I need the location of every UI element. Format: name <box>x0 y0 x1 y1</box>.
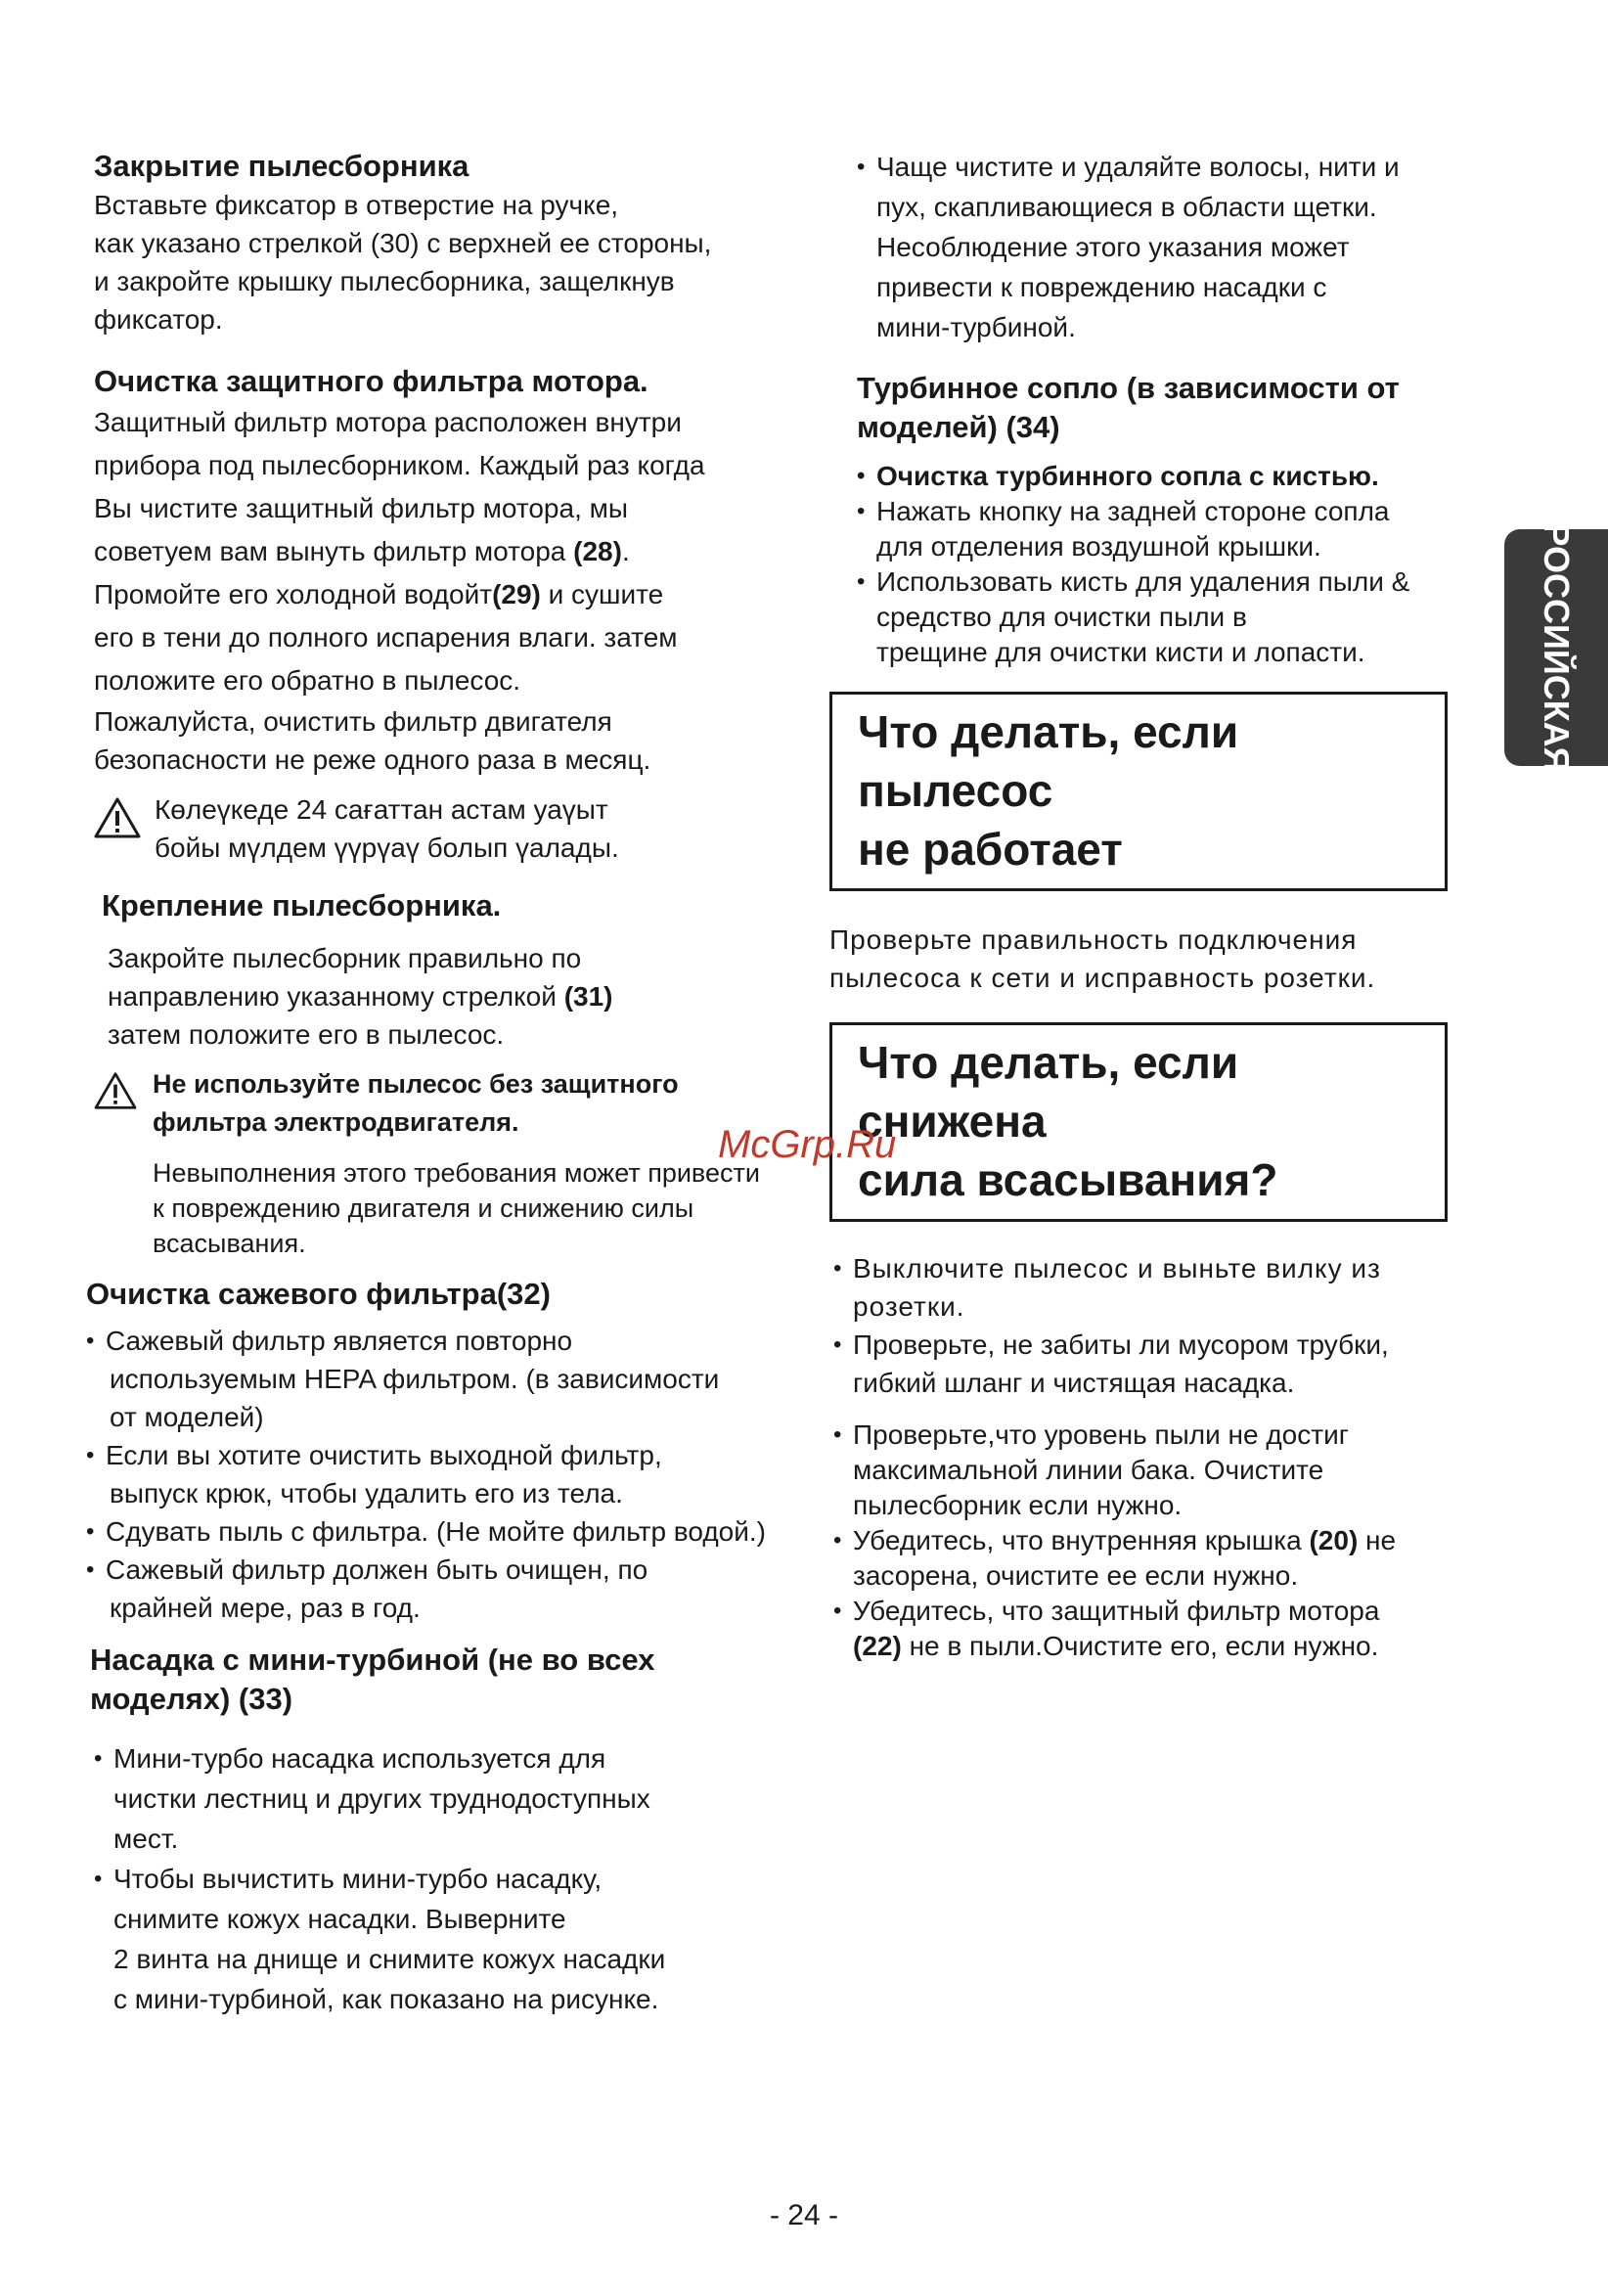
box-line: Что делать, если пылесос <box>858 706 1239 816</box>
text-line: и закройте крышку пылесборника, защелкнув <box>94 266 675 296</box>
text-line: Очистка турбинного сопла с кистью. <box>876 461 1379 491</box>
text-line: Проверьте, не забиты ли мусором трубки, <box>853 1329 1389 1360</box>
list-item: • Мини-турбо насадка используется для чистки лестниц и других труднодоступных мест. <box>94 1738 818 1859</box>
text-span: советуем вам вынуть фильтр мотора <box>94 536 574 566</box>
list-item: • Чаще чистите и удаляйте волосы, нити и пух, скапливающиеся в области щетки. Несоблюдение этого указания может привести к повреждению насадки с мини-турбиной. <box>857 147 1485 347</box>
left-column <box>86 147 818 2019</box>
list-item: • Проверьте, не забиты ли мусором трубки, гибкий шланг и чистящая насадка. <box>833 1326 1485 1402</box>
section-mini-turbo <box>90 1641 818 2019</box>
warning-text: фильтра электродвигателя. <box>153 1107 519 1137</box>
low-suction-list <box>833 1249 1485 1664</box>
text-line: 2 винта на днище и снимите кожух насадки <box>113 1944 666 1974</box>
text-line <box>853 1629 1485 1664</box>
text-line <box>108 977 818 1015</box>
box-line: Что делать, если снижена <box>858 1037 1239 1147</box>
list-item: • Выключите пылесос и выньте вилку из розетки. <box>833 1249 1485 1326</box>
figure-ref: (22) <box>853 1631 902 1661</box>
page-number: - 24 - <box>769 2199 839 2231</box>
text-line: выпуск крюк, чтобы удалить его из тела. <box>110 1478 623 1508</box>
text-span: направлению указанному стрелкой <box>108 981 564 1012</box>
text-line: чистки лестниц и других труднодоступных <box>113 1783 650 1814</box>
figure-ref: (29) <box>492 579 541 609</box>
text-line: Мини-турбо насадка используется для <box>113 1743 606 1774</box>
text-line: Закройте пылесборник правильно по <box>108 943 582 973</box>
warning-text: Көлеүкеде 24 сағаттан астам уаүыт <box>155 794 608 825</box>
text-line: как указано стрелкой (30) с верхней ее стороны, <box>94 228 712 258</box>
text-line: Выключите пылесос и выньте вилку из <box>853 1253 1381 1283</box>
list-item: • Сажевый фильтр должен быть очищен, по крайней мере, раз в год. <box>86 1551 818 1627</box>
text-line: прибора под пылесборником. Каждый раз когда <box>94 450 705 480</box>
text-line: Несоблюдение этого указания может <box>876 232 1350 262</box>
paragraph-check-connection <box>829 921 1485 997</box>
heading-mini-turbo: моделях) (33) <box>90 1682 293 1716</box>
heading-turbo-nozzle: моделей) (34) <box>857 410 1060 444</box>
text-span: и сушите <box>540 579 664 609</box>
text-line: пылесоса к сети и исправность розетки. <box>829 963 1376 993</box>
text-line: снимите кожух насадки. Выверните <box>113 1904 566 1934</box>
text-line: максимальной линии бака. Очистите <box>853 1455 1324 1485</box>
box-line: не работает <box>858 824 1123 875</box>
text-line: пух, скапливающиеся в области щетки. <box>876 192 1377 222</box>
text-span: не <box>1358 1525 1397 1555</box>
text-line: пылесборник если нужно. <box>853 1490 1183 1520</box>
figure-ref: (20) <box>1309 1525 1359 1555</box>
list-item: • Чтобы вычистить мини-турбо насадку, снимите кожух насадки. Выверните 2 винта на днище и снимите кожух насадки с мини-турбиной, как показано на рисунке. <box>94 1859 818 2019</box>
heading-dustbin-mount: Крепление пылесборника. <box>102 888 502 923</box>
text-line: затем положите его в пылесос. <box>108 1019 505 1050</box>
list-item: • Убедитесь, что защитный фильтр мотора (22) не в пыли.Очистите его, если нужно. <box>833 1594 1485 1664</box>
text-line: положите его обратно в пылесос. <box>94 665 521 696</box>
heading-closing-dustbin: Закрытие пылесборника <box>94 149 469 183</box>
figure-ref: (28) <box>573 536 622 566</box>
text-line: Пожалуйста, очистить фильтр двигателя <box>94 706 612 737</box>
warning-icon <box>94 796 141 839</box>
text-line: мест. <box>113 1823 179 1854</box>
warning-text: бойы мүлдем үүрүаү болып үалады. <box>155 833 619 863</box>
text-line: трещине для очистки кисти и лопасти. <box>876 637 1365 667</box>
text-line: Вставьте фиксатор в отверстие на ручке, <box>94 190 619 220</box>
text-line: фиксатор. <box>94 304 223 335</box>
section-turbo-nozzle <box>857 369 1485 670</box>
text-line: Сажевый фильтр является повторно <box>106 1326 573 1356</box>
text-line: гибкий шланг и чистящая насадка. <box>853 1368 1295 1398</box>
language-side-tab <box>1504 522 1608 773</box>
warning-icon <box>94 1071 137 1110</box>
text-line: средство для очистки пыли в <box>876 602 1247 632</box>
heading-turbo-nozzle: Турбинное сопло (в зависимости от <box>857 371 1400 405</box>
text-line: Убедитесь, что защитный фильтр мотора <box>853 1596 1380 1626</box>
box-line: сила всасывания? <box>858 1154 1278 1205</box>
list-item: • Сажевый фильтр является повторно используемым HEPA фильтром. (в зависимости от моделей) <box>86 1322 818 1436</box>
section-closing-dustbin <box>94 147 818 338</box>
heading-box-not-working <box>829 692 1448 891</box>
text-line: с мини-турбиной, как показано на рисунке. <box>113 1984 659 2014</box>
text-line: для отделения воздушной крышки. <box>876 531 1321 562</box>
text-span: Убедитесь, что внутренняя крышка <box>853 1525 1310 1555</box>
heading-motor-filter: Очистка защитного фильтра мотора. <box>94 364 648 398</box>
list-item: • Убедитесь, что внутренняя крышка (20) не засорена, очистите ее если нужно. <box>833 1523 1485 1594</box>
right-column <box>829 147 1485 1664</box>
text-line: розетки. <box>853 1291 965 1322</box>
text-line: его в тени до полного испарения влаги. затем <box>94 622 678 653</box>
text-span: Промойте его холодной водойт <box>94 579 493 609</box>
text-line: Проверьте правильность подключения <box>829 924 1358 955</box>
note-line: к повреждению двигателя и снижению силы <box>153 1193 694 1223</box>
text-line <box>94 530 818 573</box>
heading-soot-filter: Очистка сажевого фильтра(32) <box>86 1277 551 1311</box>
warning-block <box>94 790 818 867</box>
text-line: привести к повреждению насадки с <box>876 272 1327 302</box>
text-line: Нажать кнопку на задней стороне сопла <box>876 496 1390 526</box>
text-line: безопасности не реже одного раза в месяц. <box>94 744 651 775</box>
list-item: • Нажать кнопку на задней стороне сопла для отделения воздушной крышки. <box>857 494 1485 564</box>
text-line: засорена, очистите ее если нужно. <box>853 1560 1299 1591</box>
section-dustbin-mount <box>94 886 818 1261</box>
note-line: всасывания. <box>153 1229 306 1258</box>
text-line: крайней мере, раз в год. <box>110 1593 421 1623</box>
text-line: мини-турбиной. <box>876 312 1076 342</box>
text-span: . <box>621 536 630 566</box>
list-item: • Использовать кисть для удаления пыли & средство для очистки пыли в трещине для очистки кисти и лопасти. <box>857 564 1485 670</box>
heading-box-low-suction <box>829 1022 1448 1222</box>
text-line: от моделей) <box>110 1402 264 1432</box>
text-line: Чтобы вычистить мини-турбо насадку, <box>113 1864 603 1894</box>
note-line: Невыполнения этого требования может привести <box>153 1158 760 1188</box>
text-line <box>853 1523 1485 1558</box>
text-line: Проверьте,что уровень пыли не достиг <box>853 1419 1349 1450</box>
text-line: Чаще чистите и удаляйте волосы, нити и <box>876 152 1400 182</box>
text-line <box>94 573 818 616</box>
text-line: Защитный фильтр мотора расположен внутри <box>94 407 682 437</box>
watermark: McGrp.Ru <box>718 1123 897 1166</box>
warning-text: Не используйте пылесос без защитного <box>153 1069 679 1099</box>
text-line: используемым HEPA фильтром. (в зависимости <box>110 1364 720 1394</box>
text-line: Вы чистите защитный фильтр мотора, мы <box>94 493 629 523</box>
figure-ref: (31) <box>563 981 613 1012</box>
list-item: • Проверьте,что уровень пыли не достиг максимальной линии бака. Очистите пылесборник если нужно. <box>833 1418 1485 1523</box>
text-line: Сдувать пыль с фильтра. (Не мойте фильтр водой.) <box>106 1516 766 1547</box>
section-soot-filter <box>86 1275 818 1627</box>
text-line: Если вы хотите очистить выходной фильтр, <box>106 1440 662 1470</box>
list-item: • Очистка турбинного сопла с кистью. <box>857 459 1485 494</box>
list-item: • Если вы хотите очистить выходной фильтр, выпуск крюк, чтобы удалить его из тела. <box>86 1436 818 1512</box>
section-motor-filter <box>94 362 818 867</box>
list-item: • Сдувать пыль с фильтра. (Не мойте фильтр водой.) <box>86 1512 818 1551</box>
text-line: Сажевый фильтр должен быть очищен, по <box>106 1554 648 1585</box>
text-line: Использовать кисть для удаления пыли & <box>876 566 1410 597</box>
warning-block <box>94 1065 818 1261</box>
heading-mini-turbo: Насадка с мини-турбиной (не во всех <box>90 1643 655 1677</box>
language-tab-label: РОССИЙСКАЯ <box>1537 522 1577 773</box>
text-span: не в пыли.Очистите его, если нужно. <box>901 1631 1379 1661</box>
